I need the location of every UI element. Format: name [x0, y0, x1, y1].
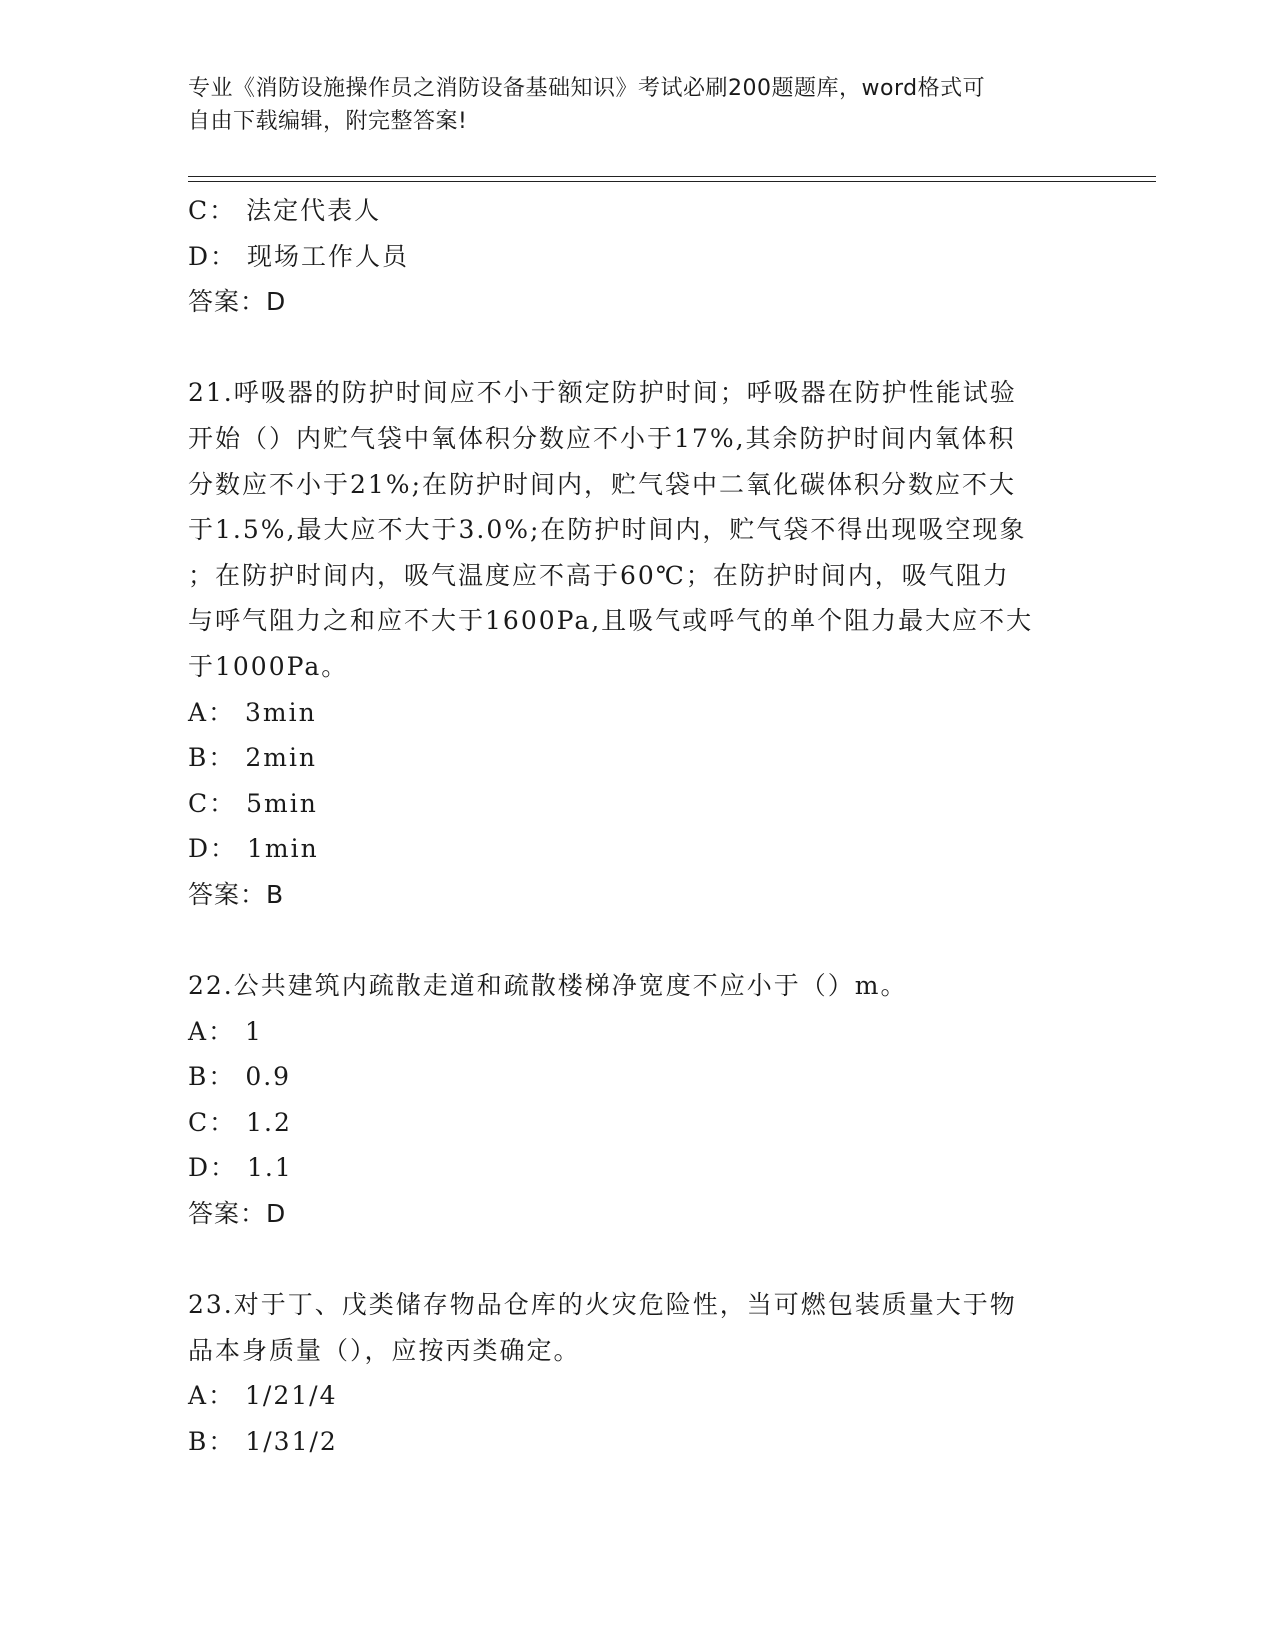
question-text	[188, 370, 1088, 689]
question-line: 品本身质量（），应按丙类确定。	[188, 1335, 581, 1365]
question-line: 与呼气阻力之和应不大于1600Pa,且吸气或呼气的单个阻力最大应不大	[188, 606, 1034, 636]
header-divider-bottom	[188, 181, 1156, 182]
option-a: A： 1	[188, 1016, 263, 1046]
option-a: A： 1/21/4	[188, 1381, 338, 1411]
header-line-2: 自由下载编辑，附完整答案!	[188, 109, 468, 134]
option-c: C： 5min	[188, 788, 318, 818]
option-d: D： 1.1	[188, 1153, 293, 1183]
option-d: D： 现场工作人员	[188, 241, 410, 271]
question-line: 于1000Pa。	[188, 651, 349, 681]
question-line: 23.对于丁、戊类储存物品仓库的火灾危险性，当可燃包装质量大于物	[188, 1290, 1017, 1320]
question-text	[188, 1282, 1088, 1373]
question-line: 开始（）内贮气袋中氧体积分数应不小于17%,其余防护时间内氧体积	[188, 423, 1016, 453]
question-21	[188, 370, 1088, 917]
question-line: ；在防护时间内，吸气温度应不高于60℃；在防护时间内，吸气阻力	[188, 560, 1010, 590]
question-line: 于1.5%,最大应不大于3.0%;在防护时间内，贮气袋不得出现吸空现象	[188, 515, 1027, 545]
prev-question-block	[188, 188, 1088, 325]
answer-label: 答案：D	[188, 1199, 287, 1229]
question-23	[188, 1282, 1088, 1464]
question-line: 21.呼吸器的防护时间应不小于额定防护时间；呼吸器在防护性能试验	[188, 378, 1017, 408]
header-divider-top	[188, 176, 1156, 177]
option-b: B： 2min	[188, 743, 318, 773]
question-line: 分数应不小于21%;在防护时间内，贮气袋中二氧化碳体积分数应不大	[188, 469, 1016, 499]
answer-label: 答案：B	[188, 879, 285, 909]
answer-label: 答案：D	[188, 287, 287, 317]
question-line: 22.公共建筑内疏散走道和疏散楼梯净宽度不应小于（）m。	[188, 971, 908, 1001]
option-d: D： 1min	[188, 834, 319, 864]
header-line-1: 专业《消防设施操作员之消防设备基础知识》考试必刷200题题库，word格式可	[188, 76, 986, 101]
document-header	[188, 72, 1068, 138]
option-c: C： 法定代表人	[188, 196, 382, 225]
question-content	[188, 188, 1088, 1465]
question-text	[188, 963, 1088, 1009]
option-a: A： 3min	[188, 697, 317, 727]
option-c: C： 1.2	[188, 1107, 292, 1137]
option-b: B： 0.9	[188, 1062, 292, 1092]
option-b: B： 1/31/2	[188, 1427, 338, 1457]
question-22	[188, 963, 1088, 1237]
